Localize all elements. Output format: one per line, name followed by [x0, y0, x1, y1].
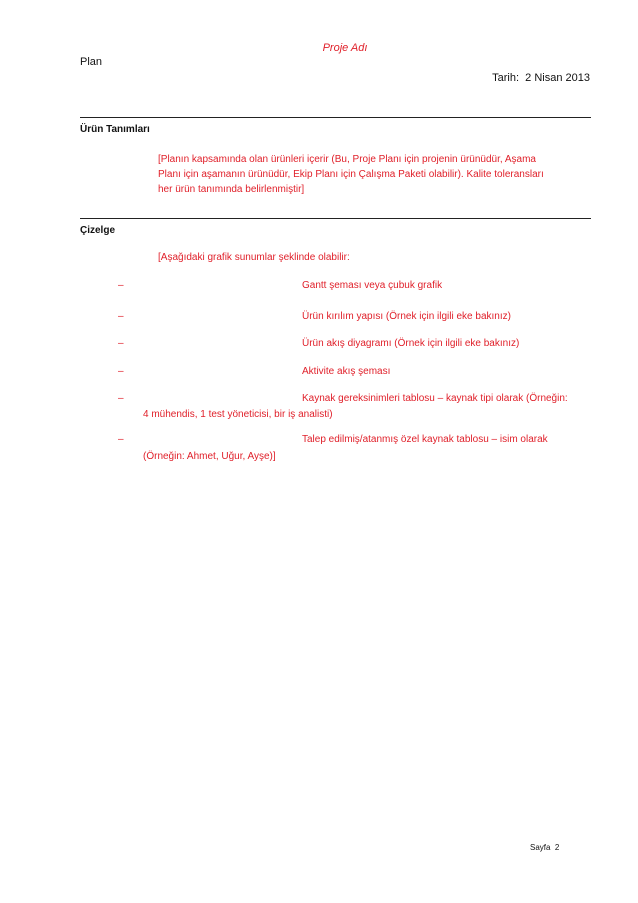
date-line — [492, 72, 590, 84]
list-item-continuation: 4 mühendis, 1 test yöneticisi, bir iş analisti) — [143, 409, 333, 420]
product-definitions-paragraph — [158, 152, 588, 197]
list-item: Kaynak gereksinimleri tablosu – kaynak tipi olarak (Örneğin: — [302, 393, 568, 404]
bullet-dash: – — [118, 280, 124, 291]
list-item: Aktivite akış şeması — [302, 366, 391, 377]
date-value: 2 Nisan 2013 — [525, 72, 590, 84]
paragraph-line: [Planın kapsamında olan ürünleri içerir (Bu, Proje Planı için projenin ürünüdür, Aşama — [158, 154, 536, 165]
schedule-intro: [Aşağıdaki grafik sunumlar şeklinde olabilir: — [158, 252, 350, 263]
bullet-dash: – — [118, 311, 124, 322]
section-heading-product-definitions: Ürün Tanımları — [80, 124, 150, 135]
bullet-dash: – — [118, 393, 124, 404]
plan-label: Plan — [80, 56, 103, 68]
paragraph-line: her ürün tanımında belirlenmiştir] — [158, 184, 305, 195]
list-item: Talep edilmiş/atanmış özel kaynak tablosu – isim olarak — [302, 434, 548, 445]
list-item-continuation: (Örneğin: Ahmet, Uğur, Ayşe)] — [143, 451, 276, 462]
list-item: Ürün kırılım yapısı (Örnek için ilgili eke bakınız) — [302, 311, 511, 322]
section-heading-schedule: Çizelge — [80, 225, 116, 236]
page-number-value: 2 — [554, 843, 560, 852]
paragraph-line: Planı için aşamanın ürünüdür, Ekip Planı için Çalışma Paketi olabilir). Kalite toleransları — [158, 169, 544, 180]
page-label: Sayfa — [530, 843, 551, 852]
page-number — [530, 843, 559, 852]
section-divider — [80, 117, 591, 118]
bullet-dash: – — [118, 434, 124, 445]
bullet-dash: – — [118, 338, 124, 349]
list-item: Gantt şeması veya çubuk grafik — [302, 280, 443, 291]
date-label: Tarih: — [492, 72, 520, 84]
project-name: Proje Adı — [322, 42, 368, 54]
bullet-dash: – — [118, 366, 124, 377]
section-divider — [80, 218, 591, 219]
list-item: Ürün akış diyagramı (Örnek için ilgili eke bakınız) — [302, 338, 520, 349]
